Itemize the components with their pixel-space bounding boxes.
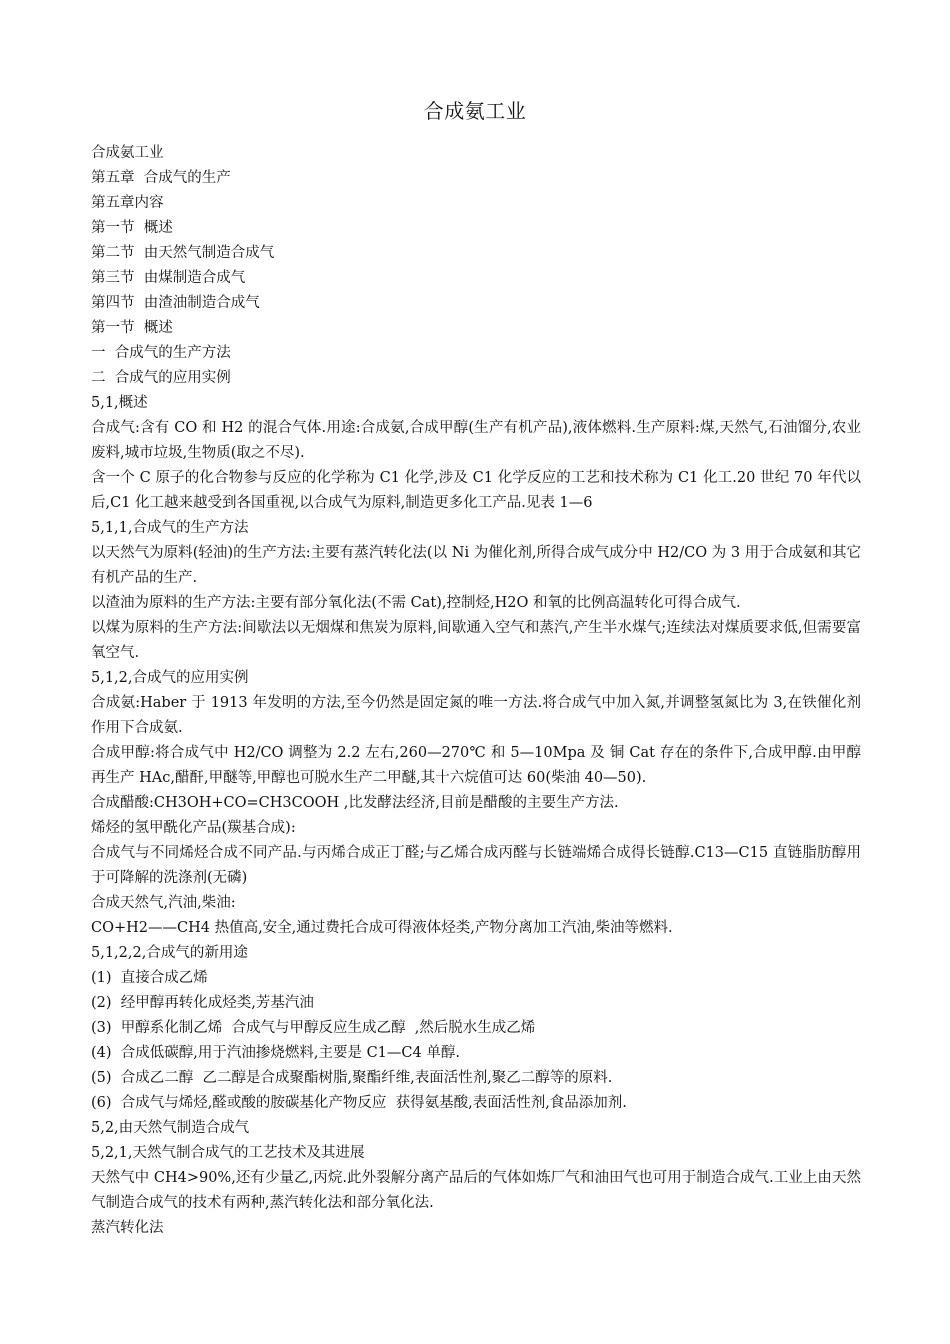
subsection-heading: 5,1,2,合成气的应用实例	[91, 670, 249, 686]
body-paragraph: 以煤为原料的生产方法:间歇法以无烟煤和焦炭为原料,间歇通入空气和蒸汽,产生半水煤气;连续法对煤质要求低,但需要富氧空气.	[91, 620, 861, 661]
list-item: (4) 合成低碳醇,用于汽油掺烧燃料,主要是 C1—C4 单醇.	[91, 1045, 460, 1061]
list-item: (1) 直接合成乙烯	[91, 970, 208, 986]
body-line: 合成氨工业	[91, 145, 164, 161]
list-item: (3) 甲醇系化制乙烯 合成气与甲醇反应生成乙醇 ,然后脱水生成乙烯	[91, 1020, 536, 1036]
document-title: 合成氨工业	[423, 99, 527, 123]
subsection-heading: 5,2,由天然气制造合成气	[91, 1120, 250, 1136]
body-paragraph: 天然气中 CH4>90%,还有少量乙,丙烷.此外裂解分离产品后的气体如炼厂气和油田气也可用于制造合成气.工业上由天然气制造合成气的技术有两种,蒸汽转化法和部分氧化法.	[91, 1170, 861, 1211]
body-paragraph: 合成气与不同烯烃合成不同产品.与丙烯合成正丁醛;与乙烯合成丙醛与长链端烯合成得长链醇.C13—C15 直链脂肪醇用于可降解的洗涤剂(无磷)	[91, 845, 861, 886]
body-line: 蒸汽转化法	[91, 1220, 164, 1236]
subsection-heading: 5,1,1,合成气的生产方法	[91, 520, 249, 536]
document-body	[91, 141, 861, 1241]
body-paragraph: 合成氨:Haber 于 1913 年发明的方法,至今仍然是固定氮的唯一方法.将合成气中加入氮,并调整氢氮比为 3,在铁催化剂作用下合成氨.	[91, 695, 861, 736]
body-paragraph: 合成甲醇:将合成气中 H2/CO 调整为 2.2 左右,260—270℃ 和 5—10Mpa 及 铜 Cat 存在的条件下,合成甲醇.由甲醇再生产 HAc,醋酐,甲醚等,甲醇也可脱水生产二甲醚,其十六烷值可达 60(柴油 40—50).	[91, 745, 861, 786]
toc-heading: 第五章内容	[91, 195, 164, 211]
toc-item: 第三节 由煤制造合成气	[91, 270, 246, 286]
subsection-heading: 5,1,概述	[91, 395, 148, 411]
body-paragraph: 含一个 C 原子的化合物参与反应的化学称为 C1 化学,涉及 C1 化学反应的工艺和技术称为 C1 化工.20 世纪 70 年代以后,C1 化工越来越受到各国重视,以合成气为原料,制造更多化工产品.见表 1—6	[91, 470, 861, 511]
subsection-heading: 5,2,1,天然气制合成气的工艺技术及其进展	[91, 1145, 365, 1161]
body-line: 合成天然气,汽油,柴油:	[91, 895, 236, 911]
subsection-heading: 5,1,2,2,合成气的新用途	[91, 945, 248, 961]
list-item: (6) 合成气与烯烃,醛或酸的胺碳基化产物反应 获得氨基酸,表面活性剂,食品添加剂.	[91, 1095, 627, 1111]
toc-item: 第二节 由天然气制造合成气	[91, 245, 275, 261]
toc-item: 第一节 概述	[91, 220, 173, 236]
body-line: 烯烃的氢甲酰化产品(羰基合成):	[91, 820, 296, 836]
body-paragraph: 合成醋酸:CH3OH+CO=CH3COOH ,比发酵法经济,目前是醋酸的主要生产方法.	[91, 795, 619, 811]
body-paragraph: 以渣油为原料的生产方法:主要有部分氧化法(不需 Cat),控制烃,H2O 和氧的比例高温转化可得合成气.	[91, 595, 741, 611]
section-heading: 第一节 概述	[91, 320, 173, 336]
outline-item: 二 合成气的应用实例	[91, 370, 231, 386]
body-paragraph: 合成气:含有 CO 和 H2 的混合气体.用途:合成氨,合成甲醇(生产有机产品),液体燃料.生产原料:煤,天然气,石油馏分,农业废料,城市垃圾,生物质(取之不尽).	[91, 420, 861, 461]
body-paragraph: CO+H2——CH4 热值高,安全,通过费托合成可得液体烃类,产物分离加工汽油,柴油等燃料.	[91, 920, 673, 936]
toc-item: 第四节 由渣油制造合成气	[91, 295, 260, 311]
body-paragraph: 以天然气为原料(轻油)的生产方法:主要有蒸汽转化法(以 Ni 为催化剂,所得合成气成分中 H2/CO 为 3 用于合成氨和其它有机产品的生产.	[91, 545, 861, 586]
outline-item: 一 合成气的生产方法	[91, 345, 231, 361]
chapter-heading: 第五章 合成气的生产	[91, 170, 231, 186]
list-item: (5) 合成乙二醇 乙二醇是合成聚酯树脂,聚酯纤维,表面活性剂,聚乙二醇等的原料.	[91, 1070, 613, 1086]
list-item: (2) 经甲醇再转化成烃类,芳基汽油	[91, 995, 314, 1011]
